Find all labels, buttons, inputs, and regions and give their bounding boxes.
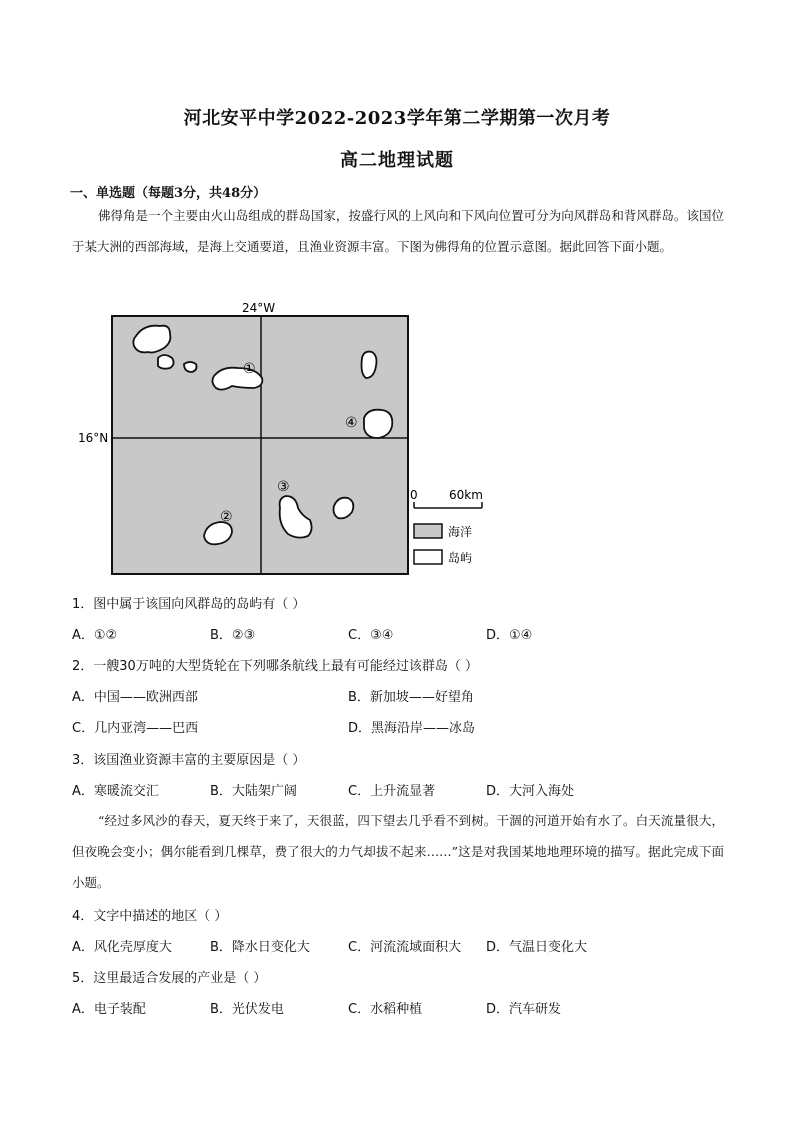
question-3-stem: 3．该国渔业资源丰富的主要原因是（ ） — [72, 753, 306, 768]
question-4-stem: 4．文字中描述的地区（ ） — [72, 909, 228, 924]
section-heading: 一、单选题（每题3分，共48分） — [70, 186, 267, 201]
q2-option-c[interactable]: C．几内亚湾——巴西 — [72, 721, 199, 736]
lat-label: 16°N — [78, 431, 109, 445]
q5-option-c[interactable]: C．水稻种植 — [348, 1002, 423, 1017]
question-1-options — [0, 624, 794, 644]
q3-option-b[interactable]: B．大陆架广阔 — [210, 784, 297, 799]
marker-1: ① — [243, 361, 256, 377]
question-2-stem: 2．一艘30万吨的大型货轮在下列哪条航线上最有可能经过该群岛（ ） — [72, 659, 478, 674]
q4-option-a[interactable]: A．风化壳厚度大 — [72, 940, 172, 955]
q5-option-b[interactable]: B．光伏发电 — [210, 1002, 284, 1017]
question-4-options — [0, 936, 794, 956]
question-2-options-row2 — [0, 717, 794, 737]
q3-option-d[interactable]: D．大河入海处 — [486, 784, 575, 799]
scale-label: 60km — [449, 488, 483, 502]
exam-subtitle: 高二地理试题 — [340, 150, 454, 171]
q3-option-c[interactable]: C．上升流显著 — [348, 784, 436, 799]
q5-option-d[interactable]: D．汽车研发 — [486, 1002, 562, 1017]
scale-zero: 0 — [410, 488, 418, 502]
island — [158, 355, 174, 369]
passage-1: 佛得角是一个主要由火山岛组成的群岛国家，按盛行风的上风向和下风向位置可分为向风群岛和背风群岛。该国位于某大洲的西部海域，是海上交通要道，且渔业资源丰富。下图为佛得角的位置示意图。据此回答下面小题。 — [72, 208, 724, 254]
q4-option-d[interactable]: D．气温日变化大 — [486, 940, 588, 955]
legend-ocean-label: 海洋 — [448, 525, 473, 539]
q1-option-c[interactable]: C．③④ — [348, 628, 394, 643]
island — [362, 352, 377, 378]
q2-option-d[interactable]: D．黑海沿岸——冰岛 — [348, 721, 476, 736]
map-legend — [414, 524, 472, 565]
q4-option-b[interactable]: B．降水日变化大 — [210, 940, 310, 955]
q2-option-b[interactable]: B．新加坡——好望角 — [348, 690, 474, 705]
question-2-options-row1 — [0, 686, 794, 706]
q1-option-a[interactable]: A．①② — [72, 628, 118, 643]
question-5-options — [0, 998, 794, 1018]
island-4 — [364, 410, 392, 438]
cape-verde-map — [72, 296, 492, 586]
q1-option-d[interactable]: D．①④ — [486, 628, 533, 643]
marker-3: ③ — [277, 479, 290, 495]
question-1-stem: 1．图中属于该国向风群岛的岛屿有（ ） — [72, 597, 306, 612]
passage-2: “经过多风沙的春天，夏天终于来了，天很蓝，四下望去几乎看不到树。干涸的河道开始有水了。白天流量很大，但夜晚会变小；偶尔能看到几棵草，费了很大的力气却拔不起来……”这是对我国某地地理环境的描写。据此完成下面小题。 — [72, 813, 724, 890]
legend-ocean-swatch — [414, 524, 442, 538]
lon-label: 24°W — [242, 301, 276, 315]
q5-option-a[interactable]: A．电子装配 — [72, 1002, 146, 1017]
scale-bar — [410, 488, 483, 508]
legend-island-label: 岛屿 — [448, 551, 473, 565]
exam-title: 河北安平中学2022-2023学年第二学期第一次月考 — [183, 108, 611, 129]
marker-2: ② — [220, 509, 233, 525]
question-3-options — [0, 780, 794, 800]
marker-4: ④ — [345, 415, 358, 431]
island — [184, 362, 197, 372]
q3-option-a[interactable]: A．寒暖流交汇 — [72, 784, 159, 799]
question-5-stem: 5．这里最适合发展的产业是（ ） — [72, 971, 267, 986]
q2-option-a[interactable]: A．中国——欧洲西部 — [72, 690, 198, 705]
legend-island-swatch — [414, 550, 442, 564]
q1-option-b[interactable]: B．②③ — [210, 628, 256, 643]
q4-option-c[interactable]: C．河流流域面积大 — [348, 940, 462, 955]
